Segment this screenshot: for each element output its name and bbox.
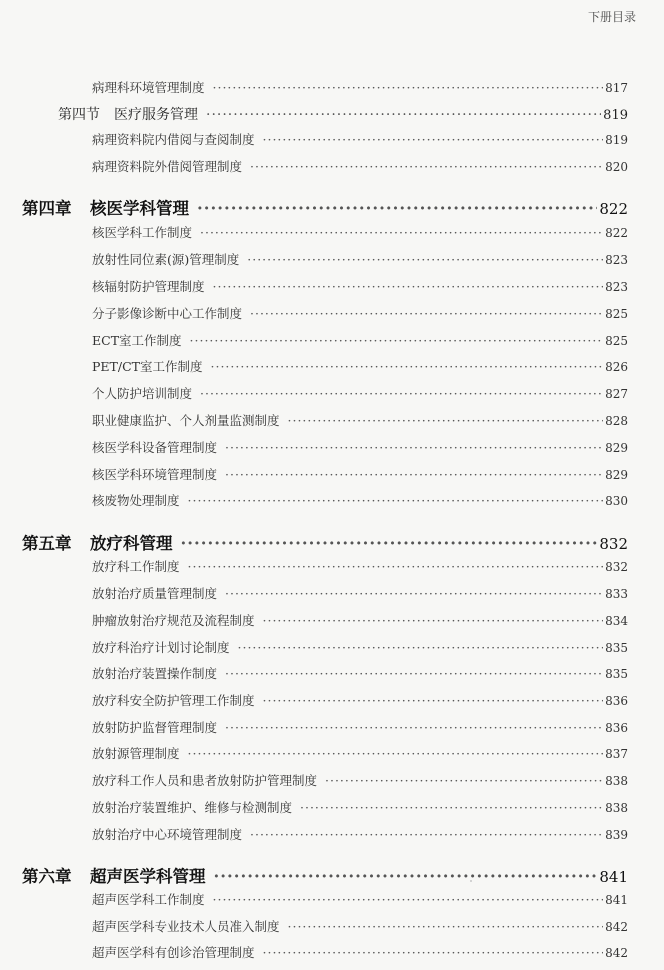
toc-entry[interactable]: [0, 491, 664, 509]
toc-entry[interactable]: [0, 917, 664, 935]
toc-entry[interactable]: [0, 438, 664, 456]
dot-leader: [200, 225, 603, 240]
page-number: 827: [605, 387, 628, 401]
toc-entry[interactable]: [0, 638, 664, 656]
dot-leader: [263, 945, 604, 960]
toc-entry-title: 核辐射防护管理制度: [92, 279, 205, 294]
toc-entry[interactable]: [0, 890, 664, 908]
chapter-title: 核医学科管理: [90, 199, 189, 218]
toc-entry-title: 核医学科设备管理制度: [92, 440, 218, 455]
paper-speck: [470, 880, 472, 882]
page-number: 837: [605, 747, 628, 761]
dot-leader: [225, 586, 603, 601]
toc-section-entry[interactable]: [0, 104, 664, 124]
toc-entry-title: 病理资料院内借阅与查阅制度: [92, 132, 255, 147]
page-number: 829: [605, 441, 628, 455]
page-number: 832: [605, 560, 628, 574]
dot-leader: [263, 613, 604, 628]
dot-leader: [250, 306, 603, 321]
page-number: 819: [605, 133, 628, 147]
toc-entry[interactable]: [0, 223, 664, 241]
toc-chapter-entry[interactable]: [0, 195, 664, 219]
toc-entry[interactable]: [0, 664, 664, 682]
toc-entry[interactable]: [0, 611, 664, 629]
toc-entry[interactable]: [0, 825, 664, 843]
page-number: 825: [605, 307, 628, 321]
toc-entry-title: [0, 195, 189, 219]
dot-leader: [250, 827, 603, 842]
dot-leader: [300, 800, 603, 815]
toc-entry-title: 超声医学科有创诊治管理制度: [92, 945, 255, 960]
toc-entry-title: 分子影像诊断中心工作制度: [92, 306, 243, 321]
page-number: 836: [605, 721, 628, 735]
chapter-number: 第四章: [22, 199, 72, 218]
toc-entry-title: [0, 863, 206, 887]
page-number: 819: [603, 108, 628, 123]
toc-entry-title: ECT室工作制度: [92, 333, 182, 348]
toc-entry-title: 放射治疗质量管理制度: [92, 586, 218, 601]
toc-entry[interactable]: [0, 304, 664, 322]
toc-entry-title: 病理科环境管理制度: [92, 80, 205, 95]
page-number: 838: [605, 774, 628, 788]
chapter-number: 第六章: [22, 867, 72, 886]
toc-entry[interactable]: [0, 357, 664, 375]
dot-leader: [247, 252, 603, 267]
toc-entry-title: 放疗科工作制度: [92, 559, 180, 574]
dot-leader: [200, 386, 603, 401]
toc-chapter-entry[interactable]: [0, 530, 664, 554]
toc-entry-title: PET/CT室工作制度: [92, 359, 203, 374]
toc-entry-title: 放射治疗中心环境管理制度: [92, 827, 243, 842]
toc-entry[interactable]: [0, 465, 664, 483]
dot-leader: [197, 199, 597, 218]
toc-entry[interactable]: [0, 584, 664, 602]
toc-entry[interactable]: [0, 744, 664, 762]
toc-entry-title: 放射防护监督管理制度: [92, 720, 218, 735]
toc-entry[interactable]: [0, 384, 664, 402]
dot-leader: [214, 867, 598, 886]
toc-entry-title: 超声医学科工作制度: [92, 892, 205, 907]
toc-entry[interactable]: [0, 250, 664, 268]
dot-leader: [288, 919, 604, 934]
toc-entry[interactable]: [0, 277, 664, 295]
page-number: 832: [599, 535, 628, 553]
page-number: 823: [605, 253, 628, 267]
toc-entry-title: 放疗科治疗计划讨论制度: [92, 640, 230, 655]
page-number: 842: [605, 920, 628, 934]
page-number: 834: [605, 614, 628, 628]
toc-entry-title: 职业健康监护、个人剂量监测制度: [92, 413, 280, 428]
dot-leader: [213, 279, 604, 294]
toc-entry[interactable]: [0, 798, 664, 816]
toc-entry[interactable]: [0, 157, 664, 175]
toc-entry[interactable]: [0, 130, 664, 148]
page-number: 826: [605, 360, 628, 374]
page-number: 835: [605, 667, 628, 681]
page-number: 829: [605, 468, 628, 482]
dot-leader: [181, 534, 598, 553]
page-number: 820: [605, 160, 628, 174]
toc-entry-title: 放射源管理制度: [92, 746, 180, 761]
page-number: 838: [605, 801, 628, 815]
toc-entry-title: 放射性同位素(源)管理制度: [92, 252, 240, 267]
page-number: 841: [605, 893, 628, 907]
page-number: 822: [605, 226, 628, 240]
toc-entry-title: 核医学科环境管理制度: [92, 467, 218, 482]
dot-leader: [225, 666, 603, 681]
toc-entry-title: 病理资料院外借阅管理制度: [92, 159, 243, 174]
dot-leader: [213, 892, 604, 907]
dot-leader: [263, 693, 604, 708]
toc-entry-title: [0, 530, 173, 554]
dot-leader: [263, 132, 604, 147]
toc-entry-title: 肿瘤放射治疗规范及流程制度: [92, 613, 255, 628]
toc-entry-title: 放疗科工作人员和患者放射防护管理制度: [92, 773, 318, 788]
page-number: 841: [599, 868, 628, 886]
toc-entry[interactable]: [0, 411, 664, 429]
page-number: 835: [605, 641, 628, 655]
page-number: 817: [605, 81, 628, 95]
page-number: 836: [605, 694, 628, 708]
dot-leader: [188, 746, 604, 761]
dot-leader: [238, 640, 604, 655]
toc-entry-title: 核医学科工作制度: [92, 225, 193, 240]
dot-leader: [225, 440, 603, 455]
dot-leader: [206, 107, 601, 123]
toc-entry[interactable]: [0, 943, 664, 961]
page-number: 839: [605, 828, 628, 842]
dot-leader: [250, 159, 603, 174]
page-number: 823: [605, 280, 628, 294]
chapter-title: 放疗科管理: [90, 534, 173, 553]
dot-leader: [211, 359, 604, 374]
toc-entry-title: 第四节 医疗服务管理: [58, 107, 198, 123]
running-header: 下册目录: [587, 10, 636, 24]
toc-entry[interactable]: [0, 557, 664, 575]
page-number: 842: [605, 946, 628, 960]
dot-leader: [190, 333, 604, 348]
toc-entry-title: 个人防护培训制度: [92, 386, 193, 401]
dot-leader: [225, 467, 603, 482]
toc-chapter-entry[interactable]: [0, 863, 664, 887]
page-number: 833: [605, 587, 628, 601]
dot-leader: [188, 559, 604, 574]
dot-leader: [225, 720, 603, 735]
dot-leader: [288, 413, 604, 428]
page-number: 822: [599, 200, 628, 218]
page-number: 830: [605, 494, 628, 508]
chapter-number: 第五章: [22, 534, 72, 553]
toc-entry[interactable]: [0, 718, 664, 736]
toc-entry[interactable]: [0, 78, 664, 96]
toc-entry[interactable]: [0, 691, 664, 709]
page-number: 828: [605, 414, 628, 428]
toc-entry[interactable]: [0, 331, 664, 349]
page-number: 825: [605, 334, 628, 348]
toc-entry[interactable]: [0, 771, 664, 789]
dot-leader: [325, 773, 603, 788]
toc-entry-title: 放射治疗装置维护、维修与检测制度: [92, 800, 293, 815]
dot-leader: [188, 493, 604, 508]
toc-entry-title: 超声医学科专业技术人员准入制度: [92, 919, 280, 934]
toc-entry-title: 核废物处理制度: [92, 493, 180, 508]
toc-entry-title: 放疗科安全防护管理工作制度: [92, 693, 255, 708]
toc-entry-title: 放射治疗装置操作制度: [92, 666, 218, 681]
dot-leader: [213, 80, 604, 95]
chapter-title: 超声医学科管理: [90, 867, 206, 886]
